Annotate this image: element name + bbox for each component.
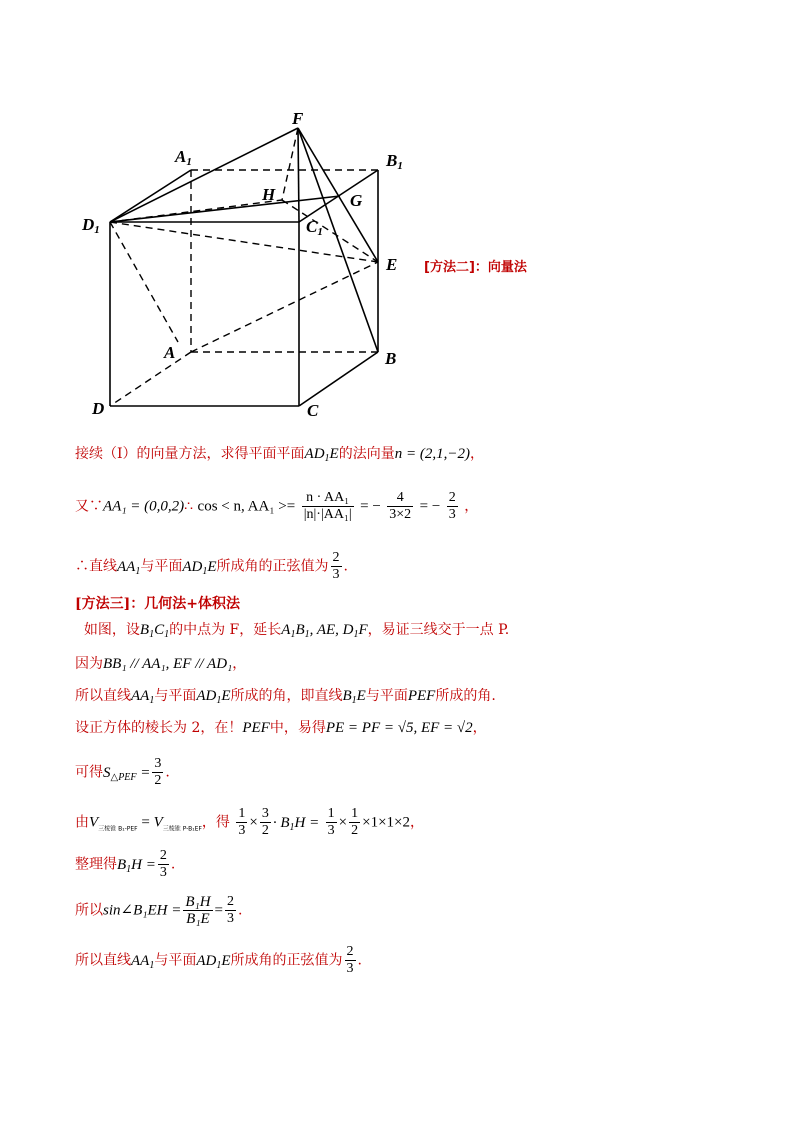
label-E: E [386, 255, 398, 274]
hidden-A-D [110, 352, 191, 406]
edge-C-B [299, 352, 378, 406]
edge-D1-F [110, 128, 298, 222]
line-9: 由$V_{三棱锥 B_1-PEF} = V_{三棱锥 P-B_1EF}$，得 $\frac{1}{3}$ × $\frac{3}{2}$ · $B_1H$ = $\frac{1}{3}$ × $\frac{1}{2}$ ×1×1×2， [75, 806, 425, 838]
label-H: H [262, 185, 276, 204]
line-8: 可得$S_{\triangle PEF}$ = $\frac{3}{2}$ . [75, 756, 170, 788]
edge-F-B [298, 128, 378, 352]
line-11: 所以sin∠B₁EH = $\frac{\text{B₁H}}{\text{B₁E}}$ = $\frac{2}{3}$ . [75, 894, 243, 927]
line-4: 如图，设$B_1C_1$的中点为 F，延长$A_1B_1$, AE, $D_1F$，易证三线交于一点 P. [83, 622, 510, 640]
label-B1: B1 [386, 151, 403, 172]
label-A1: A1 [175, 147, 192, 168]
line-6: 所以直线$AA_1$与平面$AD_1E$所成的角，即直线$B_1E$与平面PEF所成的角. [75, 688, 496, 706]
label-C: C [307, 401, 319, 420]
label-C1: C1 [306, 217, 323, 238]
hidden-D1-H [110, 200, 282, 222]
hidden-D1-A [110, 222, 178, 342]
label-F: F [292, 109, 304, 128]
method2-heading: [方法二]：向量法 [424, 260, 527, 275]
hidden-D1-E [110, 222, 378, 262]
line-5: 因为BB₁ // AA₁, EF // AD₁， [75, 656, 247, 672]
line-12: 所以直线$AA_1$与平面$AD_1E$所成角的正弦值为 $\frac{2}{3}$ . [75, 944, 362, 976]
line-3: ∴直线$AA_1$与平面$AD_1E$所成角的正弦值为 $\frac{2}{3}$ . [75, 550, 348, 582]
label-G: G [350, 191, 363, 210]
line-1: 接续（I）的向量方法，求得平面平面$AD_1E$的法向量n = (2,1,−2)， [75, 446, 484, 464]
line-10: 整理得$B_1H$ = $\frac{2}{3}$ . [75, 848, 176, 880]
edge-F-C1 [298, 128, 299, 222]
label-D: D [92, 399, 105, 418]
hidden-F-H [282, 128, 298, 200]
label-D1: D1 [82, 215, 100, 236]
cube-diagram [0, 0, 560, 430]
line-2: 又∵AA₁ = (0,0,2)∴ cos < n, AA₁ >= $\frac{\text{n · AA₁}}{\text{|n|·|AA₁|}}$ = − $\frac{4}{3\times 2}$ = − $\frac{2}{3}$ ， [75, 490, 479, 522]
method3-heading: [方法三]：几何法+体积法 [75, 596, 240, 612]
label-B: B [385, 349, 397, 368]
hidden-H-E [282, 200, 378, 262]
line-7: 设正方体的棱长为 2，在！PEF中，易得PE = PF = √5, EF = √2， [75, 720, 487, 736]
label-A: A [164, 343, 176, 362]
